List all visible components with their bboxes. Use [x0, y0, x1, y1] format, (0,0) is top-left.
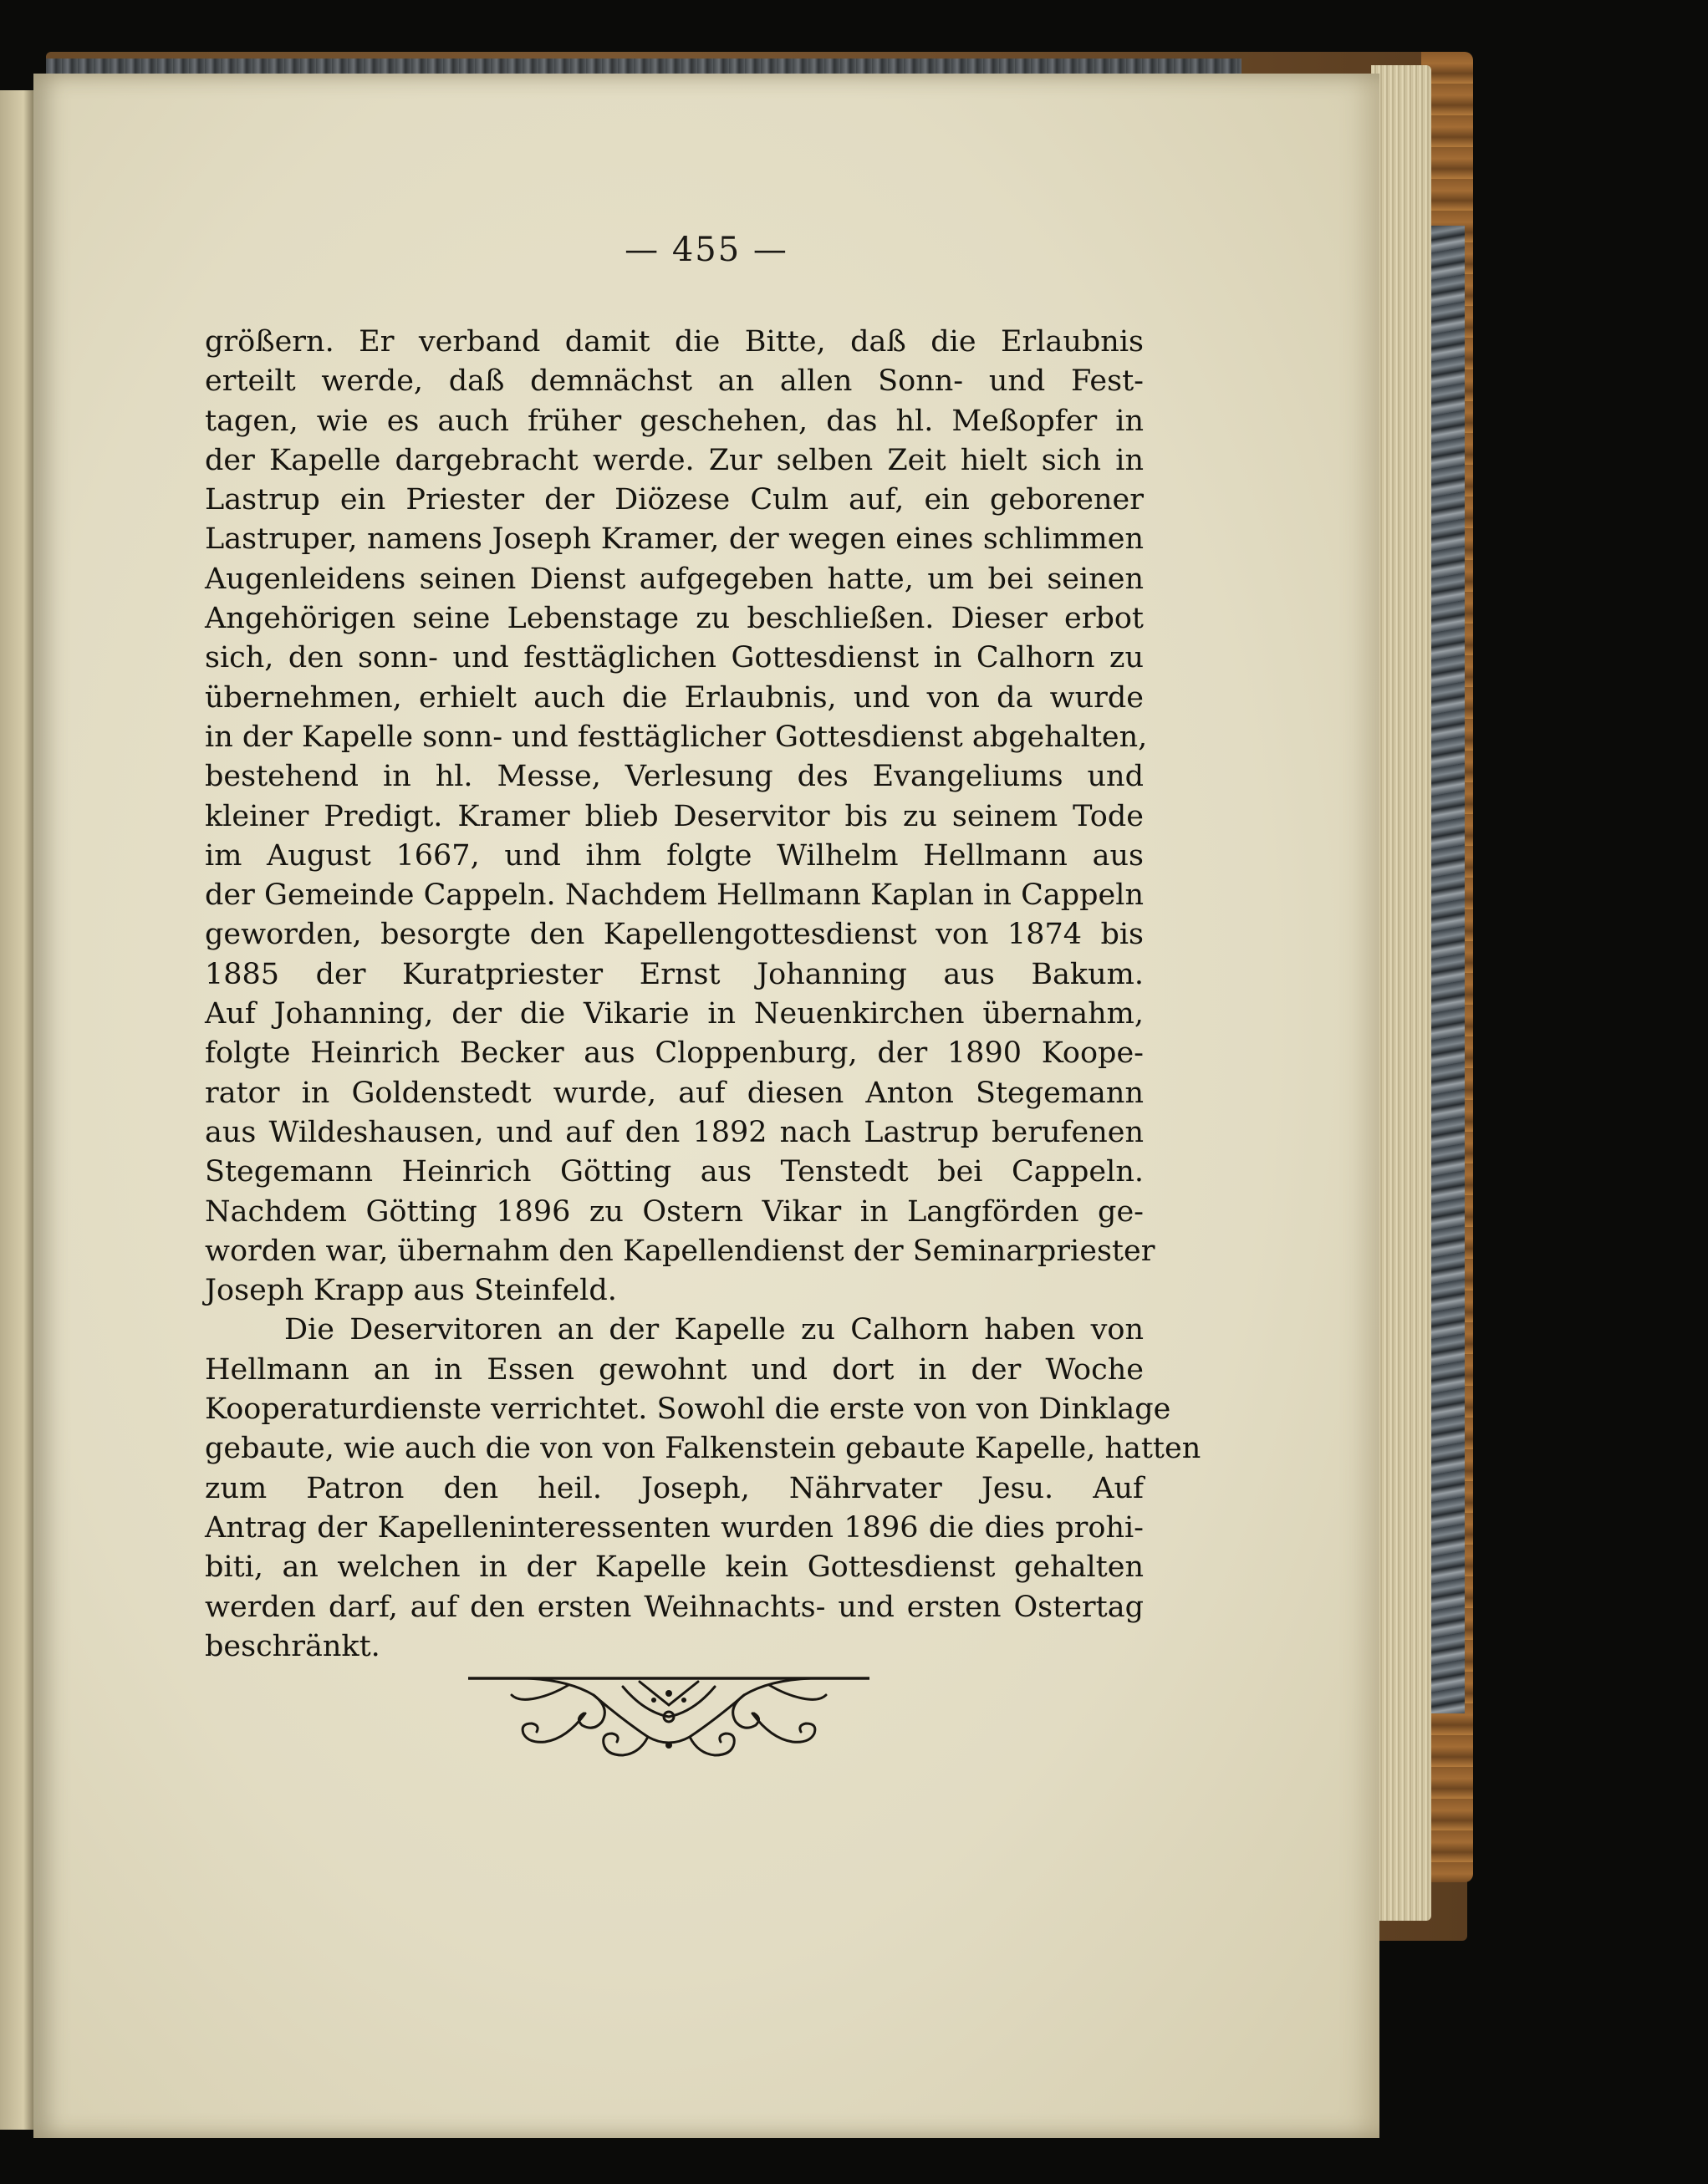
- text-line: geworden, besorgte den Kapellengottesdienst von 1874 bis: [205, 918, 1144, 952]
- page-stack-edge: [1371, 65, 1431, 1921]
- text-line: der Kapelle dargebracht werde. Zur selben Zeit hielt sich in: [205, 443, 1144, 477]
- book-page: [33, 74, 1379, 2138]
- text-line: Die Deservitoren an der Kapelle zu Calhorn haben von: [284, 1313, 1144, 1347]
- text-line: sich, den sonn- und festtäglichen Gottesdienst in Calhorn zu: [205, 641, 1144, 675]
- text-line: zum Patron den heil. Joseph, Nährvater Jesu. Auf: [205, 1471, 1144, 1505]
- text-line: erteilt werde, daß demnächst an allen Sonn- und Fest-: [205, 364, 1144, 399]
- text-line: aus Wildeshausen, und auf den 1892 nach Lastrup berufenen: [205, 1115, 1144, 1149]
- text-line: Antrag der Kapelleninteressenten wurden 1896 die dies prohi-: [205, 1510, 1144, 1545]
- text-line: tagen, wie es auch früher geschehen, das hl. Meßopfer in: [205, 404, 1144, 438]
- text-line: übernehmen, erhielt auch die Erlaubnis, und von da wurde: [205, 680, 1144, 715]
- text-line: gebaute, wie auch die von von Falkenstein gebaute Kapelle, hatten: [205, 1432, 1201, 1466]
- text-line: folgte Heinrich Becker aus Cloppenburg, der 1890 Koope-: [205, 1036, 1144, 1071]
- page-number: — 455 —: [625, 231, 788, 269]
- text-line: Auf Johanning, der die Vikarie in Neuenkirchen übernahm,: [205, 997, 1144, 1031]
- text-line: Lastruper, namens Joseph Kramer, der wegen eines schlimmen: [205, 522, 1144, 557]
- text-line: rator in Goldenstedt wurde, auf diesen Anton Stegemann: [205, 1076, 1144, 1110]
- text-line: im August 1667, und ihm folgte Wilhelm Hellmann aus: [205, 838, 1144, 873]
- text-line: worden war, übernahm den Kapellendienst der Seminarpriester: [205, 1234, 1155, 1268]
- text-line: Augenleidens seinen Dienst aufgegeben hatte, um bei seinen: [205, 562, 1144, 596]
- text-line: Hellmann an in Essen gewohnt und dort in der Woche: [205, 1352, 1144, 1387]
- marbled-page-edge: [1431, 226, 1465, 1713]
- text-line: Kooperaturdienste verrichtet. Sowohl die erste von von Dinklage: [205, 1392, 1171, 1427]
- decorative-ornament: [468, 1662, 869, 1770]
- text-line: Nachdem Götting 1896 zu Ostern Vikar in Langförden ge-: [205, 1194, 1144, 1229]
- text-line: biti, an welchen in der Kapelle kein Gottesdienst gehalten: [205, 1550, 1144, 1585]
- text-line: der Gemeinde Cappeln. Nachdem Hellmann Kaplan in Cappeln: [205, 878, 1144, 913]
- previous-page-edge: [0, 90, 33, 2130]
- text-line: kleiner Predigt. Kramer blieb Deservitor bis zu seinem Tode: [205, 799, 1144, 833]
- body-text: [205, 323, 1201, 1667]
- text-line: Joseph Krapp aus Steinfeld.: [205, 1274, 617, 1308]
- text-line: Angehörigen seine Lebenstage zu beschließen. Dieser erbot: [205, 602, 1144, 636]
- text-line: bestehend in hl. Messe, Verlesung des Evangeliums und: [205, 760, 1144, 794]
- text-line: 1885 der Kuratpriester Ernst Johanning aus Bakum.: [205, 957, 1144, 991]
- text-line: Stegemann Heinrich Götting aus Tenstedt bei Cappeln.: [205, 1155, 1144, 1189]
- text-line: werden darf, auf den ersten Weihnachts- und ersten Ostertag: [205, 1590, 1144, 1624]
- text-line: größern. Er verband damit die Bitte, daß die Erlaubnis: [205, 325, 1144, 359]
- text-line: beschränkt.: [205, 1629, 380, 1663]
- text-line: in der Kapelle sonn- und festtäglicher Gottesdienst abgehalten,: [205, 720, 1148, 754]
- text-line: Lastrup ein Priester der Diözese Culm auf, ein geborener: [205, 483, 1144, 517]
